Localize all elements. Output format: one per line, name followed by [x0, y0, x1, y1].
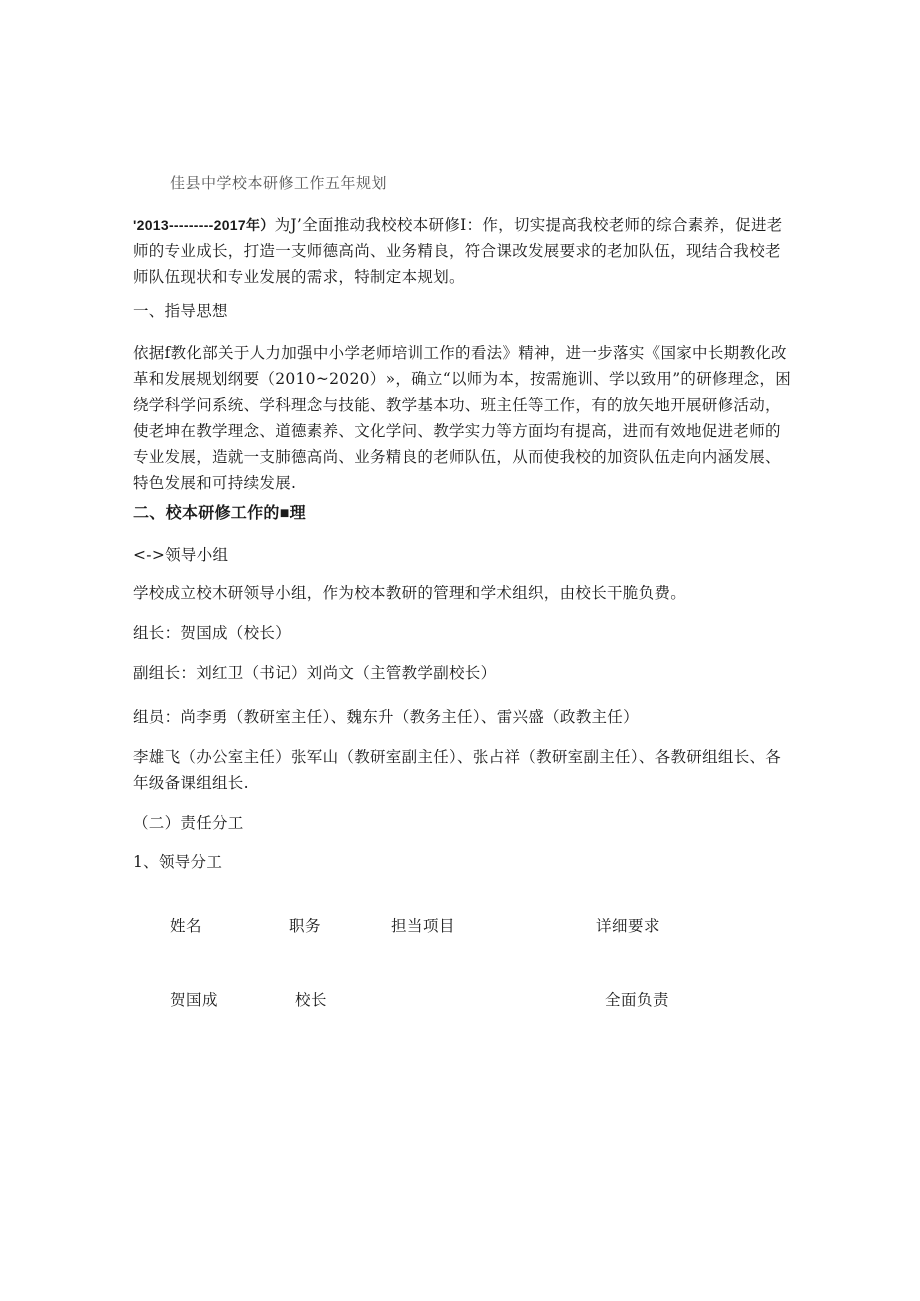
- section1-heading: 一、指导思想: [133, 302, 228, 320]
- table-header-name: 姓名: [170, 917, 203, 935]
- vice-leader-line: 副组长：刘红卫（书记）刘尚文（主管教学副校长）: [133, 664, 497, 682]
- subheading-responsibilities: （二）责任分工: [133, 814, 244, 832]
- intro-text: 为J’全面推动我校校本研修I：作，切实提高我校老师的综合素养，促进老师的专业成长，打造一支师德高尚、业务精良，符合课改发展要求的老加队伍，现结合我校老师队伍现状和专业发展的需求，特制定本规划。: [133, 216, 783, 286]
- school-group-line: 学校成立校木研领导小组，作为校本教研的管理和学术组织，由校长干脆负费。: [133, 584, 687, 602]
- table-header-requirement: 详细要求: [596, 917, 661, 935]
- section2-heading: 二、校本研修工作的■理: [133, 505, 306, 522]
- table-cell-requirement: 全面负责: [605, 991, 670, 1009]
- intro-paragraph: [133, 212, 793, 290]
- table-cell-name: 贺国成: [170, 991, 219, 1009]
- table-cell-post: 校长: [295, 991, 328, 1009]
- section1-body: 依据f教化部关于人力加强中小学老师培训工作的看法》精神，进一步落实《国家中长期教化改革和发展规划纲要（2010~2020）»，确立“以师为本，按需施训、学以致用”的研修理念，困绕学科学问系统、学科理念与技能、教学基本功、班主任等工作，有的放矢地开展研修活动，使老坤在教学理念、道德素养、文化学问、教学实力等方面均有提高，进而有效地促进老师的专业发展，造就一支肺德高尚、业务精良的老师队伍，从而使我校的加资队伍走向内涵发展、特色发展和可持续发展.: [133, 344, 792, 492]
- member-line: 组员：尚李勇（教研室主任）、魏东升（教务主任）、雷兴盛（政教主任）: [133, 708, 639, 726]
- subheading-leadership-group: <->领导小组: [133, 546, 229, 564]
- subheading-leadership-division: 1、领导分工: [133, 853, 223, 871]
- document-title: 佳县中学校本研修工作五年规划: [170, 174, 388, 192]
- intro-date-range: '2013---------2017年）: [133, 217, 275, 233]
- table-header-project: 担当项目: [391, 917, 456, 935]
- group-leader-line: 组长：贺国成（校长）: [133, 624, 292, 642]
- table-header-post: 职务: [289, 917, 322, 935]
- more-members-paragraph: 李雄飞（办公室主任）张军山（教研室副主任）、张占祥（教研室副主任）、各教研组组长、各年级备课组组长.: [133, 748, 782, 792]
